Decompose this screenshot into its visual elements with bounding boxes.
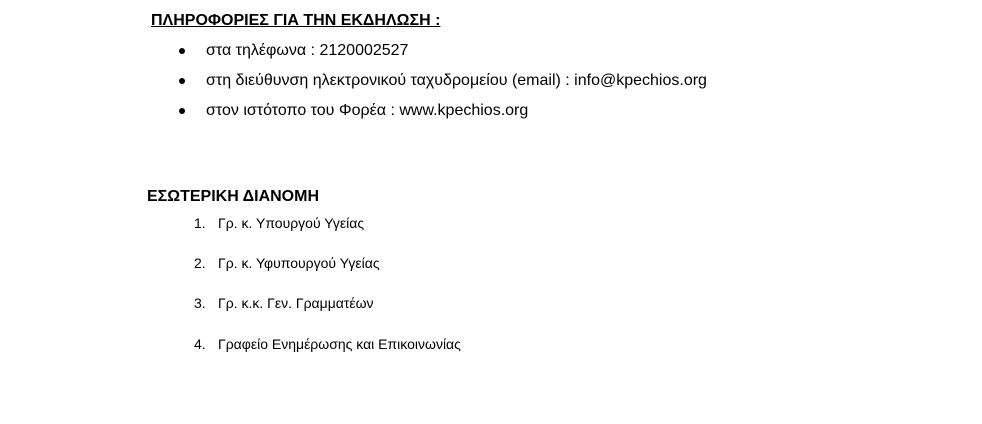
distribution-item-text: Γρ. κ. Υπουργού Υγείας [218,215,365,231]
info-item-website: στον ιστότοπο του Φορέα : www.kpechios.org [206,102,529,119]
bullet-icon [179,48,185,54]
distribution-item-text: Γρ. κ.κ. Γεν. Γραμματέων [218,295,374,311]
list-number: 3. [194,295,206,311]
list-number: 2. [194,255,206,271]
bullet-icon [179,78,185,84]
info-item-email: στη διεύθυνση ηλεκτρονικού ταχυδρομείου (email) : info@kpechios.org [206,72,707,89]
distribution-item-text: Γρ. κ. Υφυπουργού Υγείας [218,255,380,271]
distribution-item-text: Γραφείο Ενημέρωσης και Επικοινωνίας [218,336,461,352]
bullet-icon [179,108,185,114]
info-section-heading: ΠΛΗΡΟΦΟΡΙΕΣ ΓΙΑ ΤΗΝ ΕΚΔΗΛΩΣΗ : [151,12,441,29]
distribution-section-heading: ΕΣΩΤΕΡΙΚΗ ΔΙΑΝΟΜΗ [147,188,320,205]
info-item-phone: στα τηλέφωνα : 2120002527 [206,42,409,59]
list-number: 4. [194,336,206,352]
list-number: 1. [194,215,206,231]
